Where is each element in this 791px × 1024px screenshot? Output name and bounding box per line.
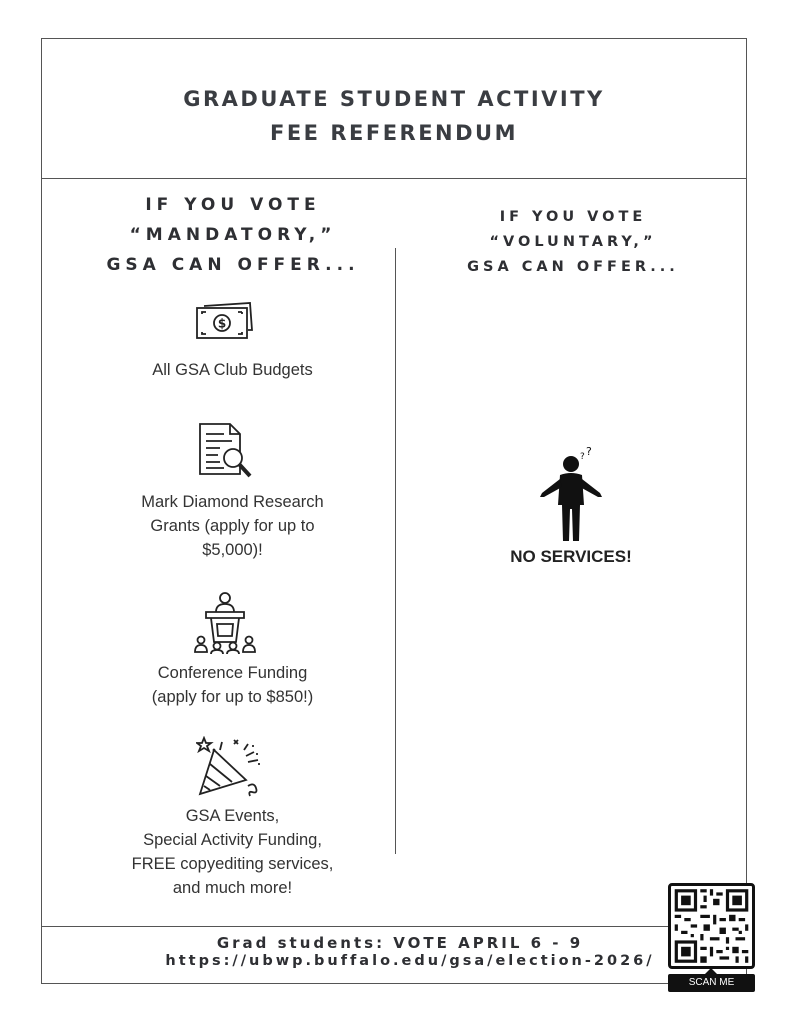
title-line-1: GRADUATE STUDENT ACTIVITY (183, 87, 605, 111)
voluntary-heading-line-3: GSA CAN OFFER... (467, 259, 679, 275)
qr-code[interactable] (668, 883, 755, 969)
voluntary-heading-line-1: IF YOU VOTE (499, 209, 647, 225)
item-gsa-events-line-3: FREE copyediting services, (131, 855, 334, 873)
scan-me-label: SCAN ME (668, 974, 755, 992)
voluntary-heading-line-2: “VOLUNTARY,” (489, 234, 657, 250)
mandatory-heading-line-2: “MANDATORY,” (129, 225, 337, 245)
title-line-2: FEE REFERENDUM (269, 121, 519, 145)
svg-text:?: ? (586, 445, 592, 458)
item-gsa-events-line-4: and much more! (172, 879, 293, 897)
item-research-grants (80, 490, 385, 562)
item-research-grants-line-3: $5,000)! (202, 541, 263, 559)
mandatory-heading-line-1: IF YOU VOTE (145, 195, 321, 215)
confused-person-icon (536, 443, 608, 543)
footer-divider (41, 926, 747, 927)
research-document-icon (196, 422, 254, 480)
svg-text:$: $ (217, 316, 227, 331)
mandatory-heading (60, 190, 406, 280)
no-services-text: NO SERVICES! (510, 547, 632, 566)
item-research-grants-line-2: Grants (apply for up to (150, 517, 315, 535)
qr-code-pattern (671, 886, 752, 966)
header-divider (41, 178, 747, 179)
mandatory-heading-line-3: GSA CAN OFFER... (106, 255, 360, 275)
item-conference-funding-line-1: Conference Funding (157, 664, 308, 682)
page-title (41, 82, 747, 150)
conference-podium-icon (192, 590, 258, 656)
item-conference-funding (80, 661, 385, 709)
item-club-budgets (80, 358, 385, 382)
election-url[interactable]: https://ubwp.buffalo.edu/gsa/election-2026/ (165, 953, 655, 969)
column-divider (395, 248, 396, 854)
item-gsa-events-line-1: GSA Events, (185, 807, 280, 825)
item-research-grants-line-1: Mark Diamond Research (141, 493, 324, 511)
money-icon (194, 300, 256, 342)
item-club-budgets-line-1: All GSA Club Budgets (152, 361, 313, 379)
svg-text:?: ? (580, 452, 585, 462)
voluntary-heading (418, 205, 728, 280)
item-gsa-events (80, 804, 385, 900)
item-gsa-events-line-2: Special Activity Funding, (143, 831, 322, 849)
party-popper-icon (196, 736, 264, 800)
vote-dates: Grad students: VOTE APRIL 6 - 9 (216, 934, 584, 952)
item-conference-funding-line-2: (apply for up to $850!) (151, 688, 314, 706)
